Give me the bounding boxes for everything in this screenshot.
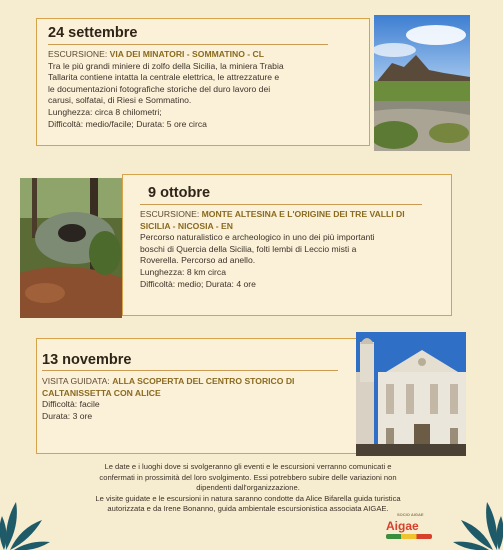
description-line: Percorso naturalistico e archeologico in uno dei più importanti (140, 232, 375, 243)
description-line: boschi di Quercia della Sicilia, folti lembi di Leccio misti a (140, 243, 357, 254)
event-length: Lunghezza: 8 km circa (140, 266, 226, 277)
event-difficulty: Difficoltà: medio/facile; Durata: 5 ore circa (48, 118, 207, 129)
footer-line: autorizzata e da Irene Bonanno, guida ambientale escursionistica associata AIGAE. (107, 504, 389, 514)
leaf-decoration-left (0, 492, 52, 550)
footer-line: dipendenti dall'organizzazione. (196, 483, 300, 493)
footer-line: confermati in prossimità del loro svolgimento. Essi potrebbero subire delle variazioni non (99, 472, 397, 482)
event-length: Lunghezza: circa 8 chilometri; (48, 106, 162, 117)
event-difficulty: Difficoltà: facile (42, 399, 100, 410)
event-description (42, 376, 360, 422)
description-line: Tallarita contiene intatta la centrale elettrica, le attrezzature e (48, 72, 280, 83)
divider (42, 370, 338, 371)
event-kind: VISITA GUIDATA: (42, 376, 113, 386)
footer-notes (62, 462, 434, 515)
description-line: Tra le più grandi miniere di zolfo della Sicilia, la miniera Trabia (48, 60, 284, 71)
cathedral-photo (356, 332, 466, 456)
event-date: 13 novembre (42, 352, 132, 368)
description-line: le documentazioni fotografiche storiche del duro lavoro dei (48, 83, 271, 94)
logo-tagline: SOCIO AIGAE (397, 512, 424, 517)
event-title: MONTE ALTESINA E L'ORIGINE DEI TRE VALLI DI (201, 209, 405, 219)
description-line: Roverella. Percorso ad anello. (140, 255, 256, 266)
event-title: VIA DEI MINATORI - SOMMATINO - CL (109, 49, 264, 59)
event-difficulty: Difficoltà: medio; Durata: 4 ore (140, 278, 256, 289)
divider (140, 204, 422, 205)
event-title-continued: SICILIA - NICOSIA - EN (140, 220, 233, 231)
mine-landscape-photo (374, 15, 470, 151)
event-description (140, 209, 448, 290)
forest-rock-photo (20, 178, 122, 318)
event-title-continued: CALTANISSETTA CON ALICE (42, 387, 161, 398)
event-date: 24 settembre (48, 25, 138, 41)
footer-line: Le visite guidate e le escursioni in natura saranno condotte da Alice Bifarella guida turistica (95, 493, 401, 503)
leaf-decoration-right (451, 492, 503, 550)
aigae-logo: Aigae (386, 519, 419, 533)
event-title: ALLA SCOPERTA DEL CENTRO STORICO DI (112, 376, 295, 386)
event-description (48, 49, 370, 130)
event-duration: Durata: 3 ore (42, 410, 93, 421)
event-kind: ESCURSIONE: (48, 49, 110, 59)
event-date: 9 ottobre (148, 185, 211, 201)
footer-line: Le date e i luoghi dove si svolgeranno gli eventi e le escursioni verranno comunicati e (104, 462, 392, 471)
logo-stripe (386, 534, 432, 539)
description-line: carusi, solfatai, di Riesi e Sommatino. (48, 95, 192, 106)
event-kind: ESCURSIONE: (140, 209, 202, 219)
divider (48, 44, 328, 45)
